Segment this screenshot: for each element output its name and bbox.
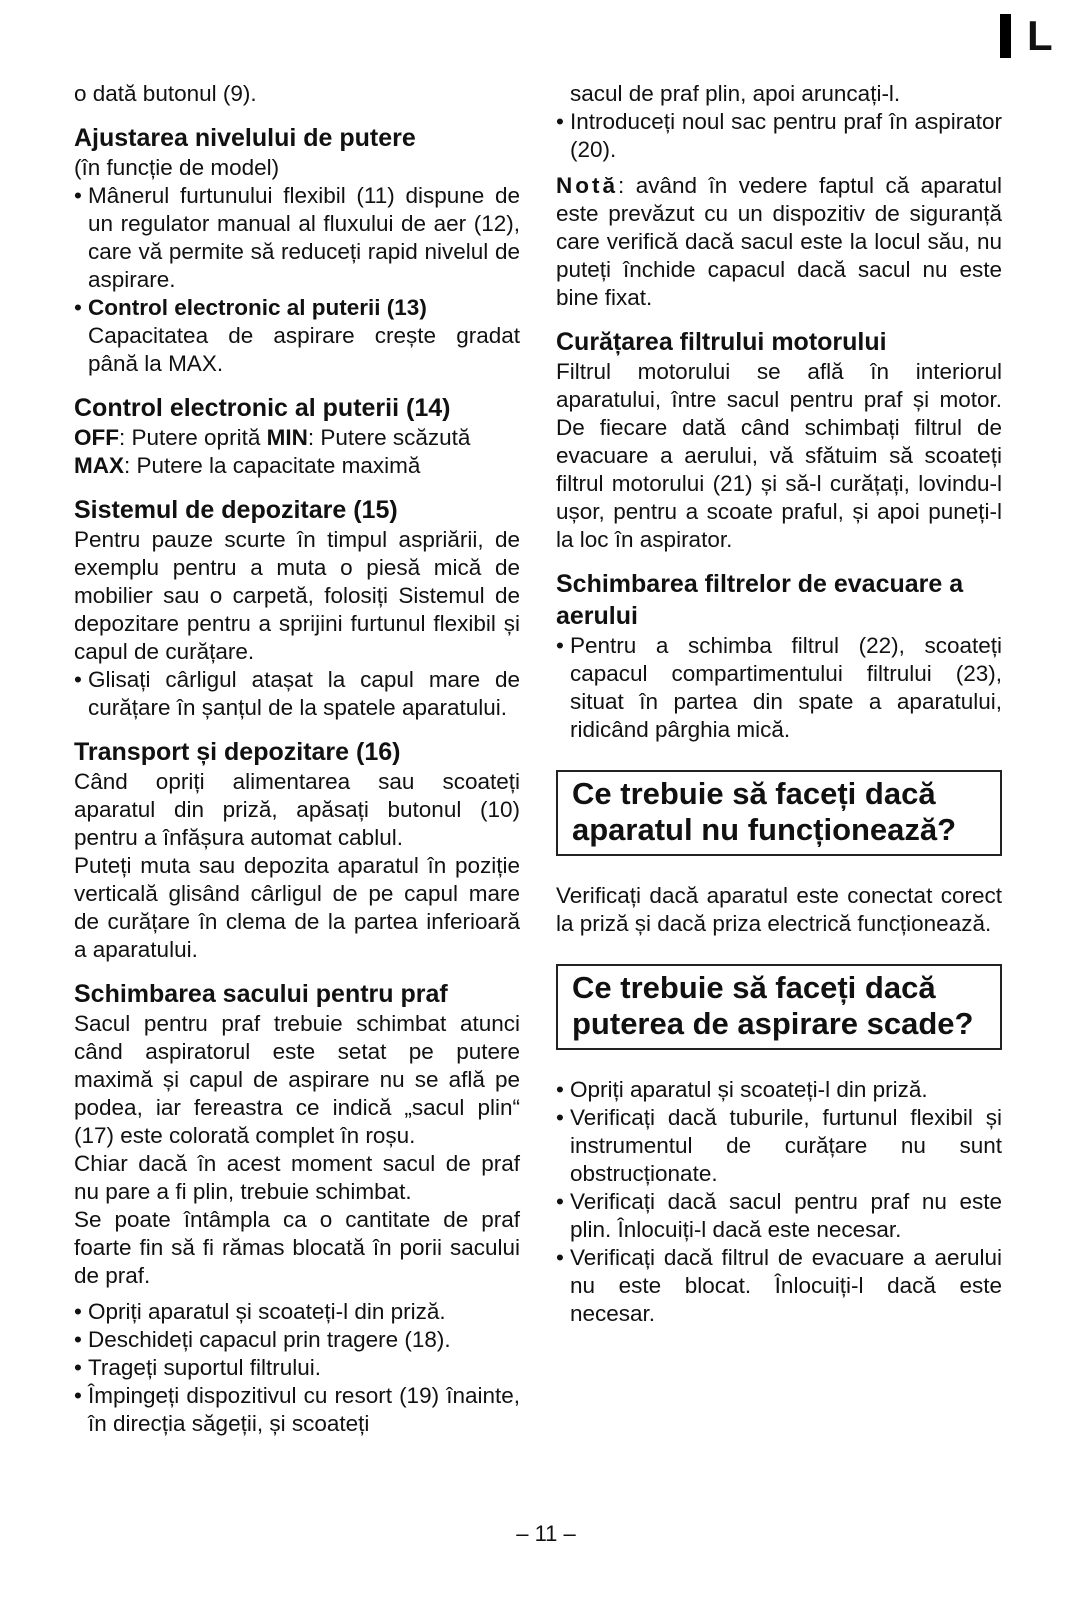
list-item [74, 1354, 520, 1382]
electronic-control-text: Capacitatea de aspirare crește gradat până la MAX. [88, 323, 520, 376]
bullet-text: Trageți suportul filtrului. [88, 1355, 322, 1380]
max-key: MAX [74, 453, 124, 478]
storage-system-text: Pentru pauze scurte în timpul aspriării, de exemplu pentru a muta o piesă mică de mobilier sau o carpetă, folosiți Sistemul de depozitare pentru a sprijini furtunul flexibil și capul de curățare. [74, 527, 520, 664]
list-item [556, 1244, 1002, 1328]
bullet-dot: • [556, 633, 564, 658]
bullet-dot: • [556, 1245, 564, 1270]
bullet-text: Împingeți dispozitivul cu resort (19) înainte, în direcția săgeții, și scoateți [88, 1383, 520, 1436]
heading-exhaust-filters: Schimbarea filtrelor de evacuare a aerului [556, 570, 964, 630]
min-key: MIN [266, 425, 308, 450]
dust-bag-text-3: Se poate întâmpla ca o cantitate de praf foarte fin să fi rămas blocată în porii sacului de praf. [74, 1207, 520, 1288]
boxed-heading-suction-drops: Ce trebuie să faceți dacă puterea de aspirare scade? [556, 964, 1002, 1050]
bullet-dot: • [74, 295, 82, 320]
bullet-dot: • [74, 667, 82, 692]
list-item [74, 1298, 520, 1326]
bullet-text: Verificați dacă filtrul de evacuare a aerului nu este blocat. Înlocuiți-l dacă este necesar. [570, 1245, 1002, 1326]
not-working-text: Verificați dacă aparatul este conectat corect la priză și dacă priza electrică funcționează. [556, 883, 1002, 936]
note-paragraph [556, 172, 1002, 312]
bullet-dot: • [556, 1105, 564, 1130]
note-text: : având în vedere faptul că aparatul este prevăzut cu un dispozitiv de siguranță care verifică dacă sacul este la locul său, nu puteți închide capacul dacă sacul nu este bine fixat. [556, 173, 1002, 310]
right-column [556, 80, 1002, 1328]
continued-text: sacul de praf plin, apoi aruncați-l. [570, 81, 901, 106]
intro-text: o dată butonul (9). [74, 81, 257, 106]
left-column [74, 80, 520, 1438]
bullet-new-bag [556, 108, 1002, 164]
off-key: OFF [74, 425, 119, 450]
bullet-hook [74, 666, 520, 722]
bullet-dot: • [74, 1383, 82, 1408]
dust-bag-text-2: Chiar dacă în acest moment sacul de praf nu pare a fi plin, trebuie schimbat. [74, 1151, 520, 1204]
bullet-electronic-control-13 [74, 294, 520, 322]
transport-text-2: Puteți muta sau depozita aparatul în poziție verticală glisând cârligul de pe capul mare de curățare în clema de la partea inferioară a aparatului. [74, 853, 520, 962]
bullet-title: Control electronic al puterii (13) [88, 295, 427, 320]
language-tab-letter: L [1027, 12, 1053, 59]
heading-power-level: Ajustarea nivelului de putere [74, 124, 416, 152]
list-item [556, 1104, 1002, 1188]
model-note: (în funcție de model) [74, 155, 280, 180]
motor-filter-text: Filtrul motorului se află în interiorul aparatului, între sacul pentru praf și motor. De fiecare dată când schimbați filtrul de evacuare a aerului, vă sfătuim să scoateți filtrul motorului (21) și să-l curățați, lovindu-l ușor, pentru a scoate praful, și apoi puneți-l la loc în aspirator. [556, 359, 1002, 552]
bullet-text: Deschideți capacul prin tragere (18). [88, 1327, 451, 1352]
language-tab-bar [1000, 14, 1011, 58]
bullet-dot: • [556, 1077, 564, 1102]
power-settings-line1 [74, 424, 520, 452]
bullet-text: Glisați cârligul atașat la capul mare de curățare în șanțul de la spatele aparatului. [88, 667, 520, 720]
bullet-dot: • [74, 183, 82, 208]
note-label: Notă [556, 173, 618, 198]
bullet-text: Verificați dacă sacul pentru praf nu este plin. Înlocuiți-l dacă este necesar. [570, 1189, 1002, 1242]
dust-bag-text-1: Sacul pentru praf trebuie schimbat atunci când aspiratorul este setat pe putere maximă și capul de aspirare nu se află pe podea, iar fereastra ce indică „sacul plin“ (17) este colorată complet în roșu. [74, 1011, 520, 1148]
page-number: – 11 – [516, 1521, 576, 1546]
max-value: : Putere la capacitate maximă [124, 453, 421, 478]
power-settings-line2 [74, 452, 520, 480]
heading-transport: Transport și depozitare (16) [74, 738, 401, 766]
bullet-exhaust-filter [556, 632, 1002, 744]
bullet-dot: • [74, 1299, 82, 1324]
bullet-dot: • [74, 1327, 82, 1352]
transport-text-1: Când opriți alimentarea sau scoateți aparatul din priză, apăsați butonul (10) pentru a înfășura automat cablul. [74, 769, 520, 850]
list-item [74, 1326, 520, 1354]
min-value: : Putere scăzută [307, 425, 471, 450]
heading-electronic-control-14: Control electronic al puterii (14) [74, 394, 451, 422]
bullet-text: Introduceți noul sac pentru praf în aspirator (20). [570, 109, 1002, 162]
bullet-text: Mânerul furtunului flexibil (11) dispune de un regulator manual al fluxului de aer (12), care vă permite să reduceți rapid nivelul de aspirare. [88, 183, 520, 292]
list-item [556, 1076, 1002, 1104]
bullet-text: Opriți aparatul și scoateți-l din priză. [88, 1299, 446, 1324]
heading-dust-bag: Schimbarea sacului pentru praf [74, 980, 448, 1008]
bullet-text: Pentru a schimba filtrul (22), scoateți capacul compartimentului filtrului (23), situat în partea din spate a aparatului, ridicând pârghia mică. [570, 633, 1002, 742]
list-item [556, 1188, 1002, 1244]
bullet-dot: • [556, 109, 564, 134]
bullet-dot: • [74, 1355, 82, 1380]
boxed-heading-not-working: Ce trebuie să faceți dacă aparatul nu funcționează? [556, 770, 1002, 856]
heading-motor-filter: Curățarea filtrului motorului [556, 328, 887, 356]
bullet-text: Verificați dacă tuburile, furtunul flexibil și instrumentul de curățare nu sunt obstrucționate. [570, 1105, 1002, 1186]
bullet-dot: • [556, 1189, 564, 1214]
bullet-text: Opriți aparatul și scoateți-l din priză. [570, 1077, 928, 1102]
bullet-airflow [74, 182, 520, 294]
heading-storage-system: Sistemul de depozitare (15) [74, 496, 398, 524]
list-item [74, 1382, 520, 1438]
off-value: : Putere oprită [119, 425, 267, 450]
